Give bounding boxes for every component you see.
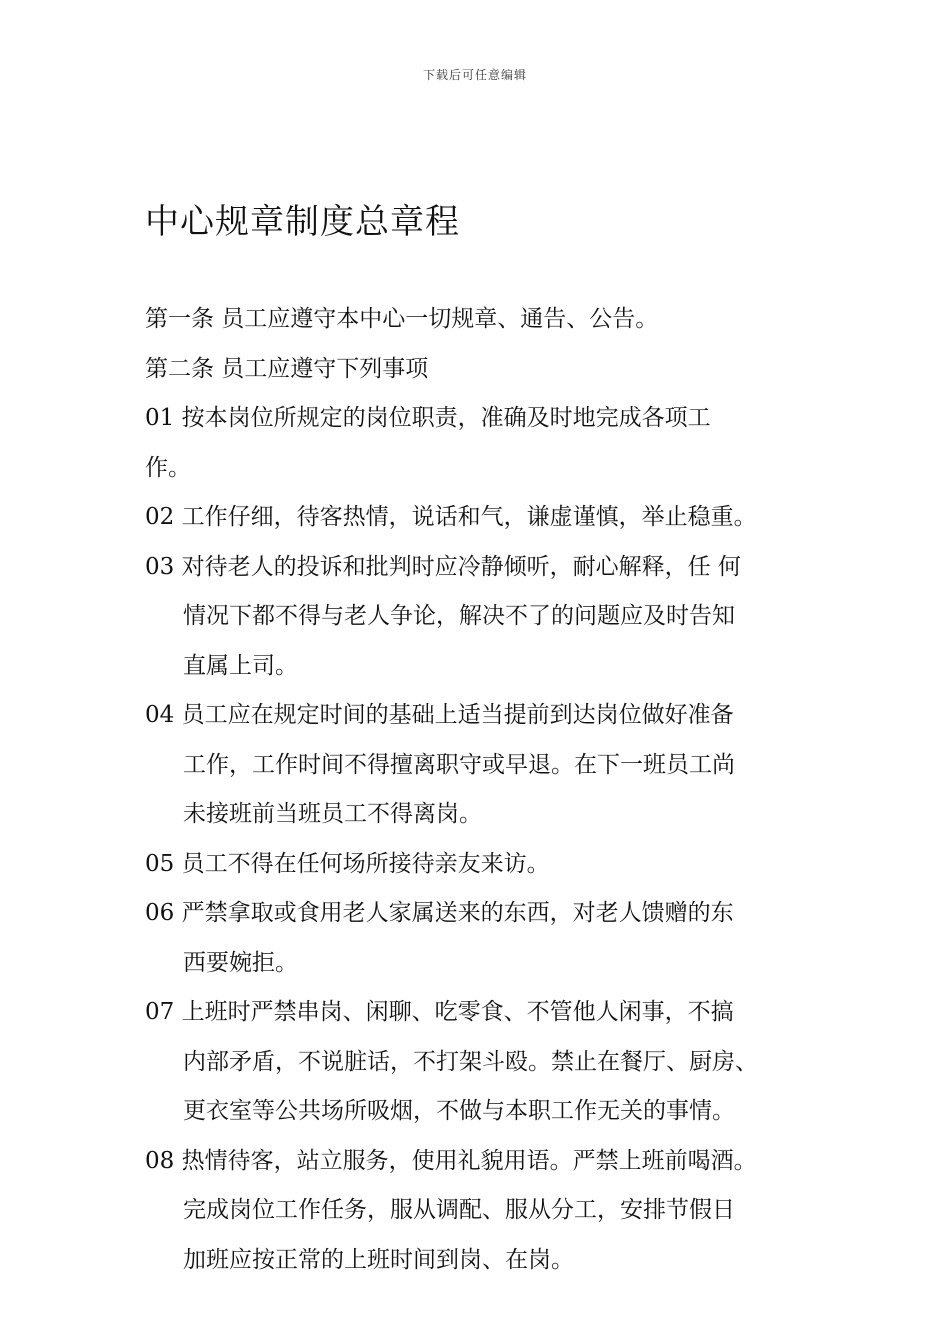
item-03-line-1: 03 对待老人的投诉和批判时应冷静倾听，耐心解释，任 何 bbox=[145, 553, 741, 580]
item-04-line-3: 未接班前当班员工不得离岗。 bbox=[183, 801, 482, 827]
item-04-line-2: 工作，工作时间不得擅离职守或早退。在下一班员工尚 bbox=[183, 751, 735, 778]
item-07-line-2: 内部矛盾，不说脏话，不打架斗殴。禁止在餐厅、厨房、 bbox=[183, 1048, 758, 1075]
item-01-line-2: 作。 bbox=[145, 454, 191, 481]
item-03-line-3: 直属上司。 bbox=[183, 652, 298, 679]
item-04-line-1: 04 员工应在规定时间的基础上适当提前到达岗位做好准备 bbox=[145, 702, 734, 728]
item-08-line-2: 完成岗位工作任务，服从调配、服从分工，安排节假日 bbox=[183, 1197, 735, 1223]
document-body bbox=[145, 295, 825, 1285]
item-07-line-3: 更衣室等公共场所吸烟，不做与本职工作无关的事情。 bbox=[183, 1098, 735, 1124]
item-08-line-1: 08 热情待客，站立服务，使用礼貌用语。严禁上班前喝酒。 bbox=[145, 1147, 757, 1174]
article-1-line: 第一条 员工应遵守本中心一切规章、通告、公告。 bbox=[145, 306, 659, 332]
item-06-line-1: 06 严禁拿取或食用老人家属送来的东西，对老人馈赠的东 bbox=[145, 900, 734, 926]
article-2-line: 第二条 员工应遵守下列事项 bbox=[145, 355, 429, 382]
item-05-line-1: 05 员工不得在任何场所接待亲友来访。 bbox=[145, 850, 550, 877]
item-07-line-1: 07 上班时严禁串岗、闲聊、吃零食、不管他人闲事，不搞 bbox=[145, 999, 734, 1025]
header-note: 下载后可任意编辑 bbox=[422, 68, 527, 82]
item-06-line-2: 西要婉拒。 bbox=[183, 949, 298, 976]
document-title: 中心规章制度总章程 bbox=[145, 202, 460, 242]
item-01-line-1: 01 按本岗位所规定的岗位职责，准确及时地完成各项工 bbox=[145, 405, 711, 431]
item-08-line-3: 加班应按正常的上班时间到岗、在岗。 bbox=[183, 1246, 574, 1273]
item-02-line-1: 02 工作仔细，待客热情，说话和气，谦虚谨慎，举止稳重。 bbox=[145, 504, 757, 530]
item-03-line-2: 情况下都不得与老人争论，解决不了的问题应及时告知 bbox=[183, 603, 735, 629]
